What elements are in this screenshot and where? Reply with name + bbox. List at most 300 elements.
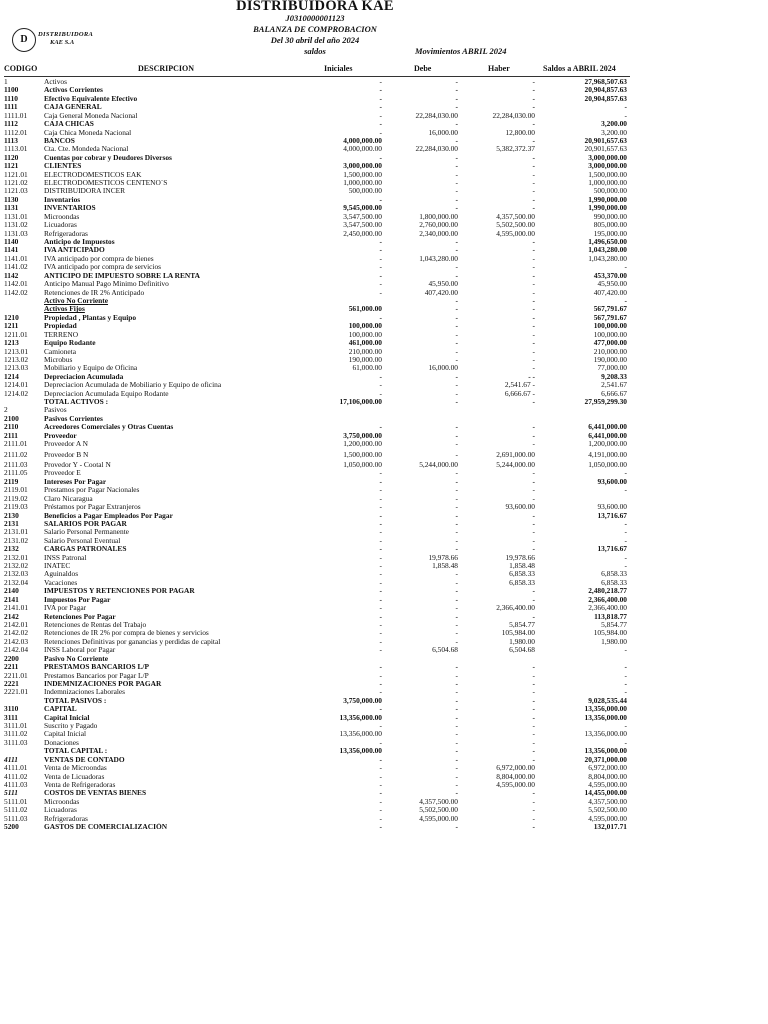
credit-amount: - — [532, 678, 535, 688]
account-description: Activo No Corriente — [44, 296, 109, 305]
ending-balance: - — [624, 102, 627, 112]
account-code: 1111 — [4, 102, 18, 112]
credit-amount: - — [532, 287, 535, 297]
account-code: 1213 — [4, 338, 19, 348]
credit-amount: 6,972,000.00 — [496, 763, 535, 773]
account-code: 2221 — [4, 678, 19, 688]
ending-balance: 2,480,218.77 — [588, 586, 627, 596]
ending-balance: - — [624, 485, 627, 495]
ending-balance: 20,901,657.63 — [584, 144, 627, 154]
account-description: Vacaciones — [44, 578, 78, 587]
table-row — [0, 137, 768, 145]
debit-amount: - — [455, 485, 458, 495]
ending-balance: 13,356,000.00 — [584, 704, 627, 714]
initial-balance: - — [379, 279, 382, 289]
initial-balance: - — [379, 737, 382, 747]
credit-amount: - — [532, 135, 535, 145]
account-description: INSS Patronal — [44, 553, 87, 562]
ending-balance: 1,990,000.00 — [588, 194, 627, 204]
debit-amount: - — [455, 746, 458, 756]
debit-amount: - — [455, 346, 458, 356]
account-code: 1112.01 — [4, 127, 28, 137]
account-description: CARGAS PATRONALES — [44, 545, 127, 554]
initial-balance: 500,000.00 — [348, 186, 382, 196]
logo-line-2: KAE S.A — [50, 39, 75, 46]
ending-balance: 105,984.00 — [593, 628, 627, 638]
ending-balance: 13,356,000.00 — [584, 746, 627, 756]
table-row — [0, 103, 768, 111]
credit-amount: - — [532, 796, 535, 806]
ending-balance: 2,366,400.00 — [588, 603, 627, 613]
credit-amount: - — [532, 253, 535, 263]
account-description: IVA ANTICIPADO — [44, 246, 105, 255]
account-description: Proveedor E — [44, 469, 81, 478]
account-description: Anticipo de Impuestos — [44, 238, 115, 247]
debit-amount: - — [455, 304, 458, 314]
debit-amount: - — [455, 771, 458, 781]
account-code: 2131 — [4, 518, 19, 528]
debit-amount: - — [455, 169, 458, 179]
account-code: 2111.02 — [4, 449, 28, 459]
credit-amount: - — [532, 77, 535, 86]
account-code: 1141 — [4, 245, 19, 255]
account-description: Intereses Por Pagar — [44, 477, 107, 486]
ending-balance: 5,502,500.00 — [588, 805, 627, 815]
account-code: 1121.02 — [4, 178, 28, 188]
table-row — [0, 730, 768, 738]
initial-balance: - — [379, 127, 382, 137]
table-row — [0, 451, 768, 459]
account-description: Impuestos Por Pagar — [44, 595, 111, 604]
table-row — [0, 815, 768, 823]
account-code: 2132.03 — [4, 569, 29, 579]
table-row — [0, 528, 768, 536]
col-descripcion: DESCRIPCION — [138, 64, 195, 73]
account-description: ELECTRODOMESTICOS CENTENO´S — [44, 179, 168, 188]
initial-balance: - — [379, 628, 382, 638]
account-description: Inventarios — [44, 195, 81, 204]
debit-amount: - — [455, 620, 458, 629]
logo-line-1: DISTRIBUIDORA — [38, 31, 94, 38]
account-description: Activos Fijos — [44, 305, 85, 314]
debit-amount: 16,000.00 — [428, 127, 458, 137]
initial-balance: - — [379, 620, 382, 629]
account-description: Microondas — [44, 797, 80, 806]
account-description: Licuadoras — [44, 806, 77, 815]
ending-balance: 2,541.67 — [601, 380, 627, 390]
account-code: 1113 — [4, 135, 18, 145]
table-row — [0, 596, 768, 604]
account-description: TERRENO — [44, 330, 79, 339]
debit-amount: - — [455, 194, 458, 204]
credit-amount: - — [532, 822, 535, 832]
credit-amount: - — [532, 203, 535, 213]
debit-amount: - — [455, 662, 458, 672]
account-code: 3111.01 — [4, 721, 28, 731]
credit-amount: 6,504.68 — [509, 645, 535, 655]
initial-balance: - — [379, 518, 382, 528]
account-code: 2130 — [4, 510, 19, 520]
debit-amount: 22,284,030.00 — [415, 144, 458, 154]
account-code: 5111.01 — [4, 796, 28, 806]
credit-amount: - — [532, 510, 535, 520]
account-code: 2142.03 — [4, 636, 29, 646]
account-description: Claro Nicaragua — [44, 494, 93, 503]
account-code: 2221.01 — [4, 687, 29, 697]
table-row — [0, 154, 768, 162]
account-description: TOTAL ACTIVOS : — [44, 398, 109, 407]
account-description: Caja General Moneda Nacional — [44, 111, 138, 120]
account-description: DISTRIBUIDORA INCER — [44, 187, 126, 196]
account-code: 1100 — [4, 85, 19, 95]
debit-amount: - — [455, 721, 458, 731]
credit-amount: - — [532, 518, 535, 528]
debit-amount: - — [455, 763, 458, 773]
account-description: Prestamos Bancarios por Pagar L/P — [44, 671, 149, 680]
initial-balance: - — [379, 603, 382, 613]
company-title: DISTRIBUIDORA KAE — [236, 0, 394, 14]
account-description: Depreciacion Acumulada de Mobiliario y Equipo de oficina — [44, 381, 222, 390]
account-code: 1141.01 — [4, 253, 28, 263]
account-description: Cta. Cte. Mondeda Nacional — [44, 145, 129, 154]
table-row — [0, 747, 768, 755]
debit-amount: - — [455, 510, 458, 520]
ending-balance: 77,000.00 — [597, 363, 627, 373]
credit-amount: - — [532, 737, 535, 747]
account-code: 4111 — [4, 754, 18, 764]
table-row — [0, 381, 768, 389]
table-row — [0, 213, 768, 221]
debit-amount: - — [455, 186, 458, 196]
table-row — [0, 339, 768, 347]
col-saldos: Saldos a ABRIL 2024 — [543, 64, 616, 73]
debit-amount: - — [455, 77, 458, 86]
account-code: 2131.02 — [4, 535, 29, 545]
table-row — [0, 495, 768, 503]
table-row — [0, 297, 768, 305]
account-description: CAPITAL — [44, 705, 77, 714]
debit-amount: 1,043,280.00 — [419, 253, 458, 263]
account-code: 2111.01 — [4, 439, 28, 449]
debit-amount: - — [455, 577, 458, 587]
credit-amount: - — [532, 788, 535, 798]
debit-amount: - — [455, 439, 458, 449]
initial-balance: - — [379, 493, 382, 503]
ending-balance: 2,366,400.00 — [588, 594, 627, 604]
initial-balance: - — [379, 771, 382, 781]
credit-amount: 4,357,500.00 — [496, 211, 535, 221]
account-description: Capital Inicial — [44, 730, 87, 739]
debit-amount: - — [455, 502, 458, 512]
account-description: TOTAL PASIVOS : — [44, 696, 107, 705]
table-row — [0, 272, 768, 280]
debit-amount: 45,950.00 — [428, 279, 458, 289]
account-code: 1121.01 — [4, 169, 28, 179]
debit-amount: - — [455, 603, 458, 613]
table-row — [0, 764, 768, 772]
account-code: 1120 — [4, 152, 19, 162]
table-row — [0, 613, 768, 621]
debit-amount: - — [455, 178, 458, 188]
credit-amount: 2,691,000.00 — [496, 449, 535, 459]
initial-balance: - — [379, 485, 382, 495]
table-row — [0, 112, 768, 120]
credit-amount: - — [532, 485, 535, 495]
account-description: Anticipo Manual Pago Minimo Definitivo — [44, 280, 169, 289]
account-code: 1112 — [4, 119, 18, 129]
account-code: 2142.01 — [4, 620, 29, 629]
credit-amount: 22,284,030.00 — [492, 110, 535, 120]
credit-amount: - — [532, 712, 535, 722]
initial-balance: - — [379, 552, 382, 562]
credit-amount: - — [532, 535, 535, 545]
debit-amount: 1,858.48 — [432, 561, 458, 571]
account-description: VENTAS DE CONTADO — [44, 755, 125, 764]
initial-balance: - — [379, 636, 382, 646]
table-row — [0, 373, 768, 381]
initial-balance: - — [379, 822, 382, 832]
account-code: 2111.05 — [4, 468, 28, 478]
table-row — [0, 280, 768, 288]
account-description: INVENTARIOS — [44, 204, 96, 213]
ending-balance: 13,356,000.00 — [584, 729, 627, 739]
initial-balance: - — [379, 119, 382, 129]
ending-balance: - — [624, 535, 627, 545]
ending-balance: 13,716.67 — [597, 544, 627, 554]
credit-amount: - — [532, 304, 535, 314]
ending-balance: - — [624, 518, 627, 528]
account-code: 1213.03 — [4, 363, 29, 373]
credit-amount: - — [532, 670, 535, 680]
credit-amount: - — [532, 363, 535, 373]
table-row — [0, 579, 768, 587]
account-code: 2141 — [4, 594, 19, 604]
account-code: 2211 — [4, 662, 19, 672]
credit-amount: - — [532, 611, 535, 621]
ending-balance: 210,000.00 — [593, 346, 627, 356]
debit-amount: - — [455, 102, 458, 112]
table-row — [0, 545, 768, 553]
account-code: 3111 — [4, 712, 18, 722]
ending-balance: 9,028,535.44 — [588, 695, 627, 705]
table-row — [0, 478, 768, 486]
initial-balance: - — [379, 85, 382, 95]
credit-amount: 1,858.48 — [509, 561, 535, 571]
initial-balance: - — [379, 527, 382, 537]
ending-balance: - — [624, 262, 627, 272]
debit-amount: - — [455, 780, 458, 790]
credit-amount: - — [532, 262, 535, 272]
table-row — [0, 145, 768, 153]
account-description: Activos — [44, 78, 67, 86]
account-description: Propiedad , Plantas y Equipo — [44, 313, 137, 322]
initial-balance: - — [379, 152, 382, 162]
account-code: 5111.02 — [4, 805, 28, 815]
account-description: Venta de Licuadoras — [44, 772, 105, 781]
account-code: 2 — [4, 405, 8, 415]
debit-amount: - — [455, 695, 458, 705]
table-row — [0, 263, 768, 271]
initial-balance: - — [379, 110, 382, 120]
table-row — [0, 129, 768, 137]
table-row — [0, 646, 768, 654]
credit-amount: - — [532, 476, 535, 486]
debit-amount: - — [455, 678, 458, 688]
table-row — [0, 305, 768, 313]
initial-balance: - — [379, 586, 382, 596]
account-code: 2132.04 — [4, 577, 29, 587]
debit-amount: - — [455, 586, 458, 596]
ending-balance: 567,791.67 — [593, 312, 627, 322]
credit-amount: - — [532, 346, 535, 356]
ending-balance: 13,716.67 — [597, 510, 627, 520]
account-code: 1131 — [4, 203, 19, 213]
initial-balance: - — [379, 468, 382, 478]
credit-amount: - — [532, 746, 535, 756]
credit-amount: - — [532, 695, 535, 705]
account-description: INDEMNIZACIONES POR PAGAR — [44, 679, 162, 688]
table-row — [0, 722, 768, 730]
debit-amount: - — [455, 371, 458, 381]
ending-balance: 4,595,000.00 — [588, 813, 627, 823]
credit-amount: - — [532, 586, 535, 596]
account-code: 1121 — [4, 161, 19, 171]
credit-amount: - — [532, 354, 535, 364]
account-code: 2100 — [4, 413, 19, 423]
table-row — [0, 806, 768, 814]
account-description: CAJA GENERAL — [44, 103, 102, 112]
account-description: Acreedores Comerciales y Otras Cuentas — [44, 423, 174, 432]
initial-balance: 1,000,000.00 — [343, 178, 382, 188]
account-description: IVA anticipado por compra de servicios — [44, 263, 162, 272]
ending-balance: 113,818.77 — [594, 611, 627, 621]
initial-balance: - — [379, 380, 382, 390]
ending-balance: 407,420.00 — [593, 287, 627, 297]
account-code: 1213.01 — [4, 346, 29, 356]
credit-amount: 2,541.67 - — [504, 380, 535, 390]
ending-balance: 6,666.67 — [601, 388, 627, 398]
credit-amount: 4,595,000.00 — [496, 780, 535, 790]
account-code: 2131.01 — [4, 527, 29, 537]
account-code: 2111 — [4, 430, 18, 440]
ending-balance: 6,858.33 — [601, 569, 627, 579]
account-description: IVA por Pagar — [44, 604, 87, 613]
initial-balance: - — [379, 422, 382, 432]
debit-amount: - — [455, 594, 458, 604]
account-description: Préstamos por Pagar Extranjeros — [44, 503, 141, 512]
account-code: 3111.02 — [4, 729, 28, 739]
account-code: 1211.01 — [4, 329, 28, 339]
debit-amount: - — [455, 712, 458, 722]
account-code: 2119.02 — [4, 493, 28, 503]
credit-amount: 1,980.00 — [509, 636, 535, 646]
credit-amount: - — [532, 594, 535, 604]
initial-balance: 4,000,000.00 — [343, 144, 382, 154]
ending-balance: - — [624, 295, 627, 305]
credit-amount: 4,595,000.00 — [496, 228, 535, 238]
initial-balance: - — [379, 788, 382, 798]
ending-balance: - — [624, 721, 627, 731]
account-description: Salario Personal Permanente — [44, 528, 129, 537]
ending-balance: 27,968,507.63 — [584, 77, 627, 86]
ending-balance: 1,050,000.00 — [588, 459, 627, 469]
account-code: 1110 — [4, 93, 18, 103]
debit-amount: - — [455, 476, 458, 486]
table-row — [0, 621, 768, 629]
report-period: Del 30 abril del año 2024 — [270, 35, 360, 45]
table-row — [0, 415, 768, 423]
balance-table — [0, 78, 768, 832]
ending-balance: 3,200.00 — [601, 127, 627, 137]
table-row — [0, 469, 768, 477]
account-description: Camioneta — [44, 347, 77, 356]
account-code: 1121.03 — [4, 186, 28, 196]
debit-amount: 1,800,000.00 — [419, 211, 458, 221]
debit-amount: - — [455, 295, 458, 305]
account-description: Indemnizaciones Laborales — [44, 688, 126, 697]
table-row — [0, 789, 768, 797]
initial-balance: - — [379, 102, 382, 112]
debit-amount: - — [455, 354, 458, 364]
ending-balance: 1,990,000.00 — [588, 203, 627, 213]
debit-amount: - — [455, 85, 458, 95]
debit-amount: - — [455, 527, 458, 537]
account-description: CAJA CHICAS — [44, 120, 94, 129]
debit-amount: 5,244,000.00 — [419, 459, 458, 469]
table-row — [0, 348, 768, 356]
ending-balance: 1,980.00 — [601, 636, 627, 646]
table-row — [0, 705, 768, 713]
account-code: 2142 — [4, 611, 19, 621]
debit-amount: - — [455, 449, 458, 459]
credit-amount: - — [532, 102, 535, 112]
report-header — [0, 0, 768, 68]
table-row — [0, 739, 768, 747]
table-row — [0, 162, 768, 170]
debit-amount: - — [455, 535, 458, 545]
credit-amount: - — [532, 152, 535, 162]
initial-balance: - — [379, 561, 382, 571]
initial-balance: 3,750,000.00 — [343, 430, 382, 440]
account-code: 2111.03 — [4, 459, 28, 469]
account-description: Refrigeradoras — [44, 229, 88, 238]
account-code: 2140 — [4, 586, 19, 596]
ending-balance: 990,000.00 — [593, 211, 627, 221]
debit-amount: - — [455, 737, 458, 747]
ending-balance: 453,370.00 — [593, 270, 627, 280]
table-row — [0, 638, 768, 646]
debit-amount: - — [455, 493, 458, 503]
account-code: 1140 — [4, 237, 19, 247]
col-codigo: CODIGO — [4, 64, 38, 73]
table-row — [0, 246, 768, 254]
debit-amount: - — [455, 380, 458, 390]
table-row — [0, 423, 768, 431]
account-description: Mobiliario y Equipo de Oficina — [44, 364, 138, 373]
debit-amount: 6,504.68 — [432, 645, 458, 655]
table-row — [0, 196, 768, 204]
account-code: 1214 — [4, 371, 19, 381]
initial-balance: - — [379, 611, 382, 621]
account-description: Proveedor B N — [44, 450, 89, 459]
credit-amount: - — [532, 169, 535, 179]
credit-amount: - — [532, 397, 535, 407]
debit-amount: - — [455, 636, 458, 646]
account-description: Efectivo Equivalente Efectivo — [44, 94, 138, 103]
initial-balance: - — [379, 805, 382, 815]
initial-balance: 100,000.00 — [348, 329, 382, 339]
ending-balance: - — [624, 737, 627, 747]
